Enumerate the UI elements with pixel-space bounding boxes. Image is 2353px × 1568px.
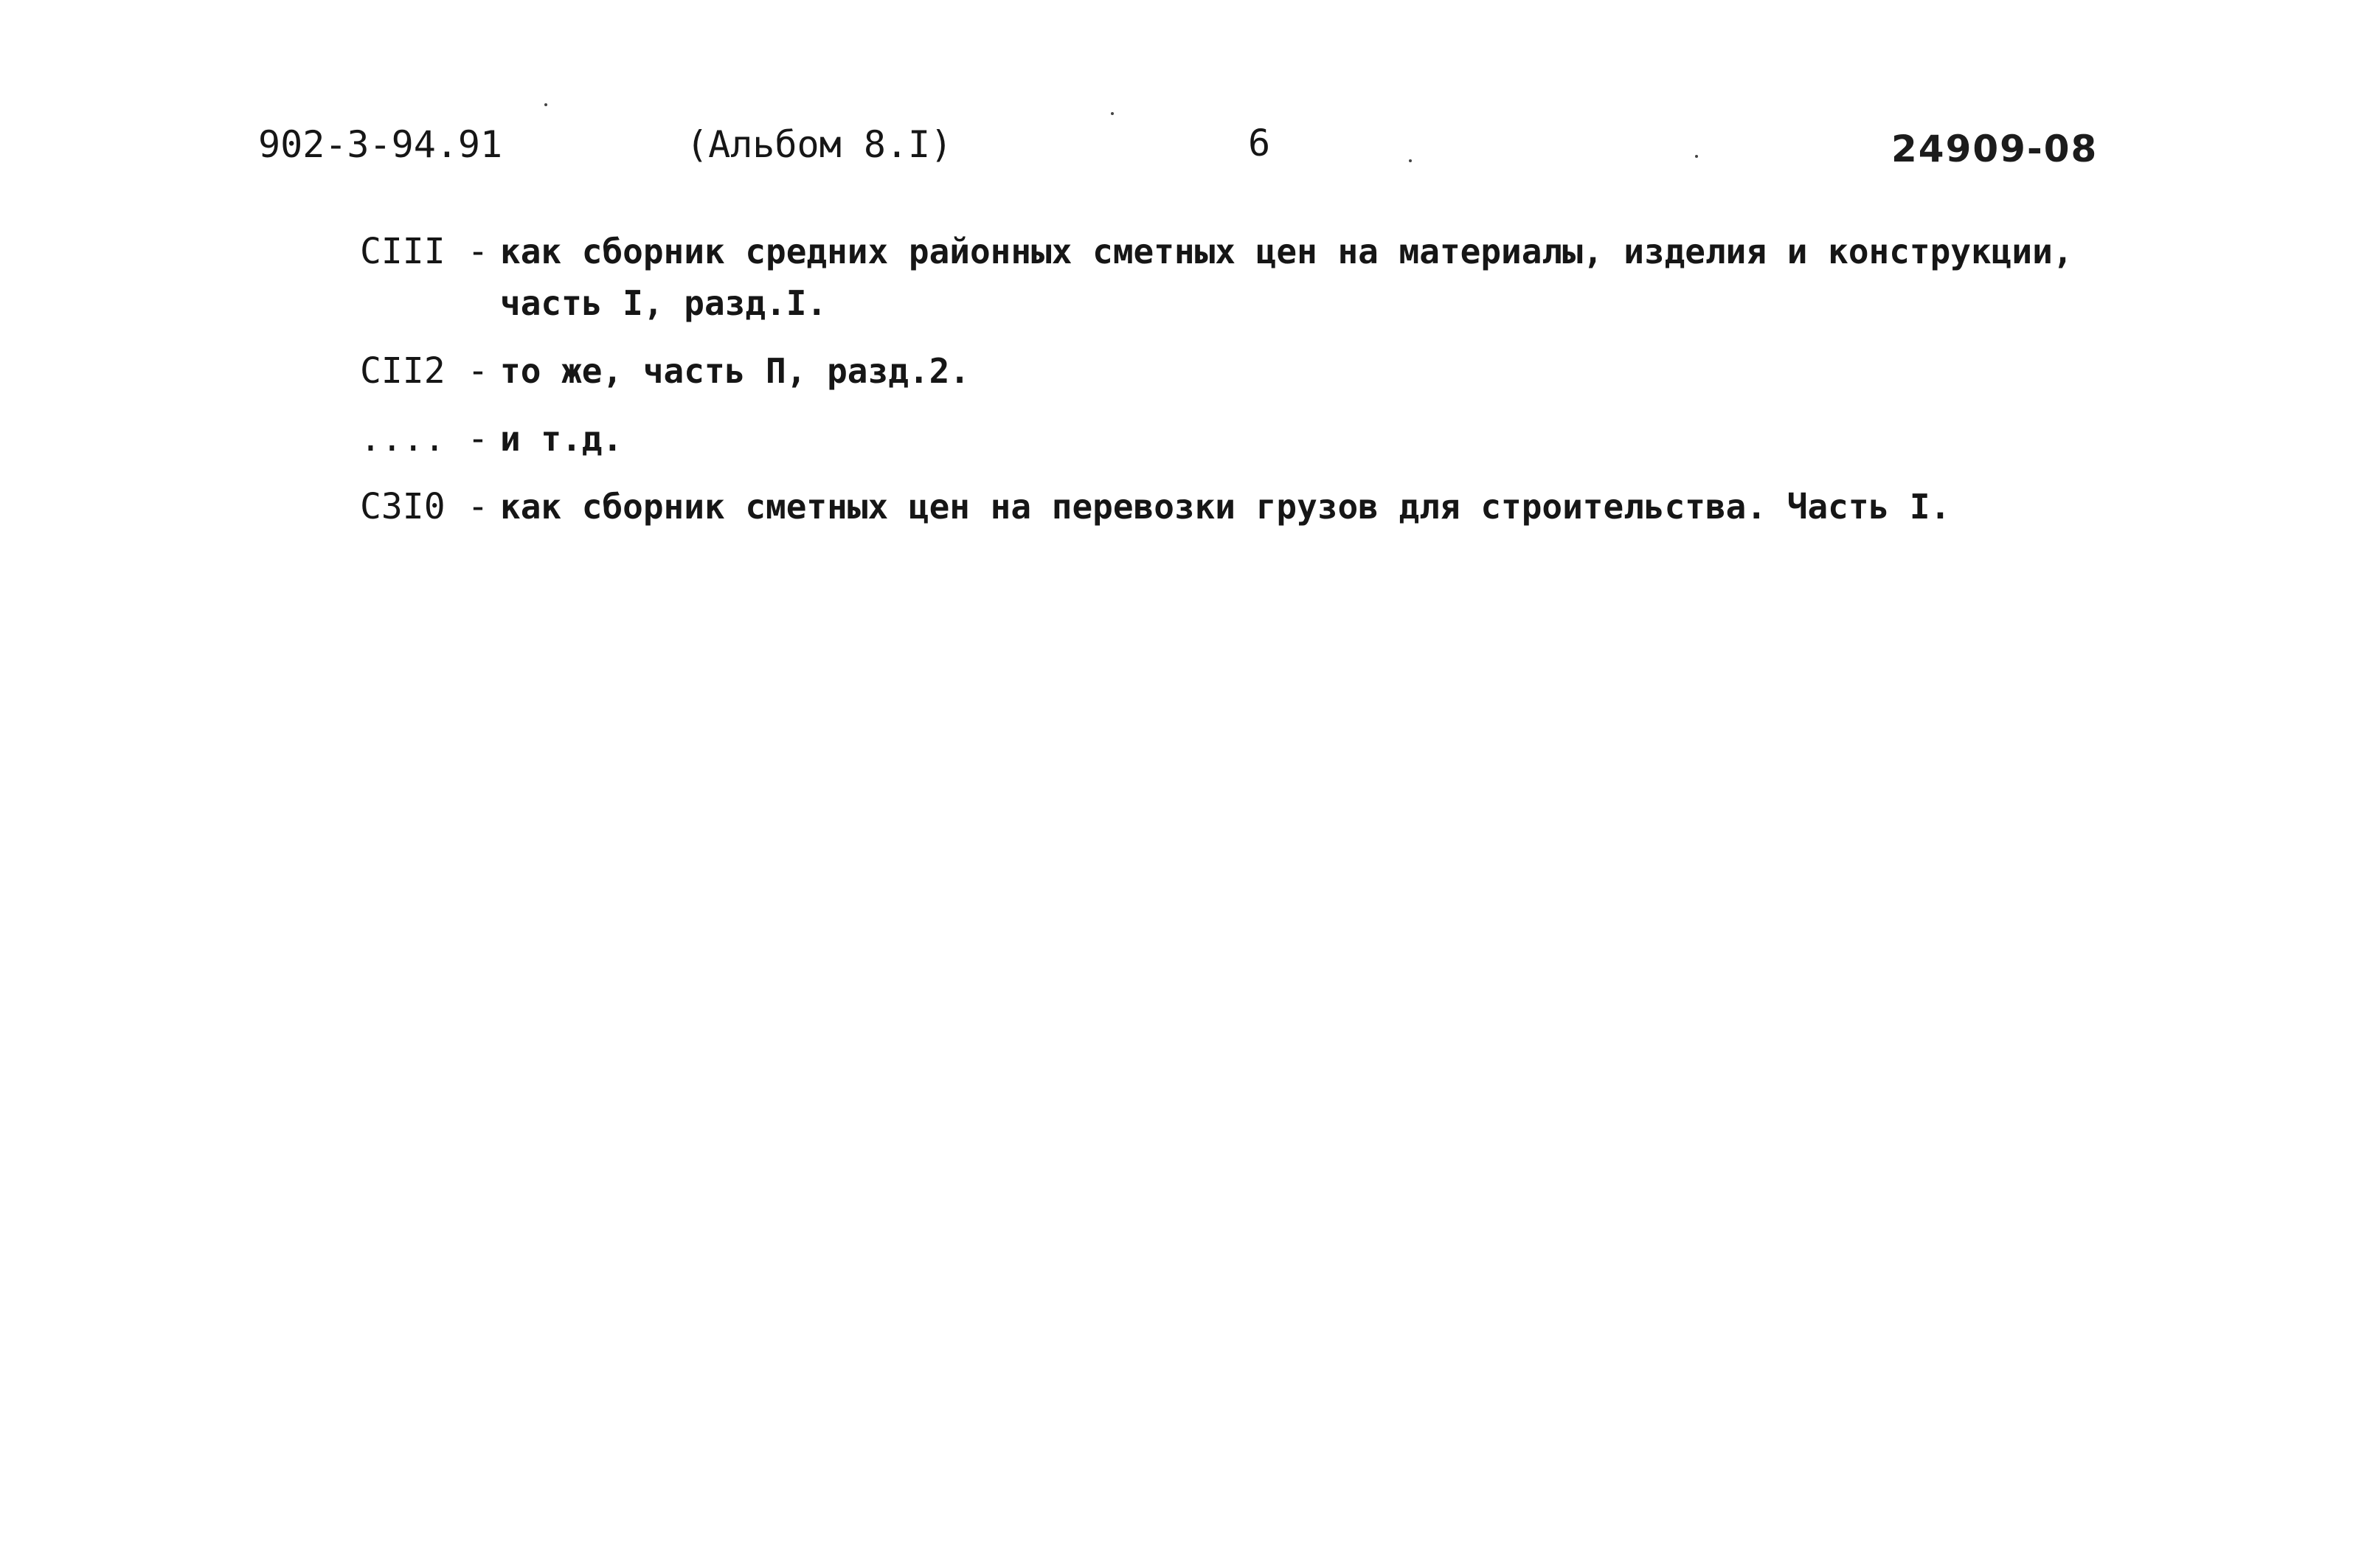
scan-speck: [1409, 159, 1412, 162]
entry-dash: -: [467, 350, 489, 392]
inventory-number: 24909-08: [1891, 128, 2099, 170]
entry-dash: -: [467, 231, 489, 272]
abbreviation-list: [360, 226, 2115, 549]
entry-description: то же, часть П, разд.2.: [500, 351, 970, 391]
entry-code: CIII: [360, 231, 446, 272]
list-item: [360, 226, 2115, 329]
page-number: 6: [1248, 122, 1271, 164]
entry-code: C3I0: [360, 486, 446, 527]
scan-speck: [1695, 155, 1698, 158]
list-item: [360, 413, 2115, 465]
scan-speck: [544, 103, 547, 106]
entry-code: ....: [360, 418, 446, 459]
list-item: [360, 345, 2115, 397]
document-code: 902-3-94.91: [258, 123, 503, 166]
entry-description: как сборник средних районных сметных цен на материалы, изделия и конструкции, часть I, разд.I.: [500, 232, 2073, 323]
scan-speck: [1111, 112, 1114, 115]
entry-code: CII2: [360, 350, 446, 392]
entry-description: как сборник сметных цен на перевозки грузов для строительства. Часть I.: [500, 487, 1951, 527]
entry-dash: -: [467, 418, 489, 459]
album-label: (Альбом 8.I): [686, 123, 953, 166]
list-item: [360, 481, 2115, 533]
entry-dash: -: [467, 486, 489, 527]
entry-description: и т.д.: [500, 419, 623, 459]
